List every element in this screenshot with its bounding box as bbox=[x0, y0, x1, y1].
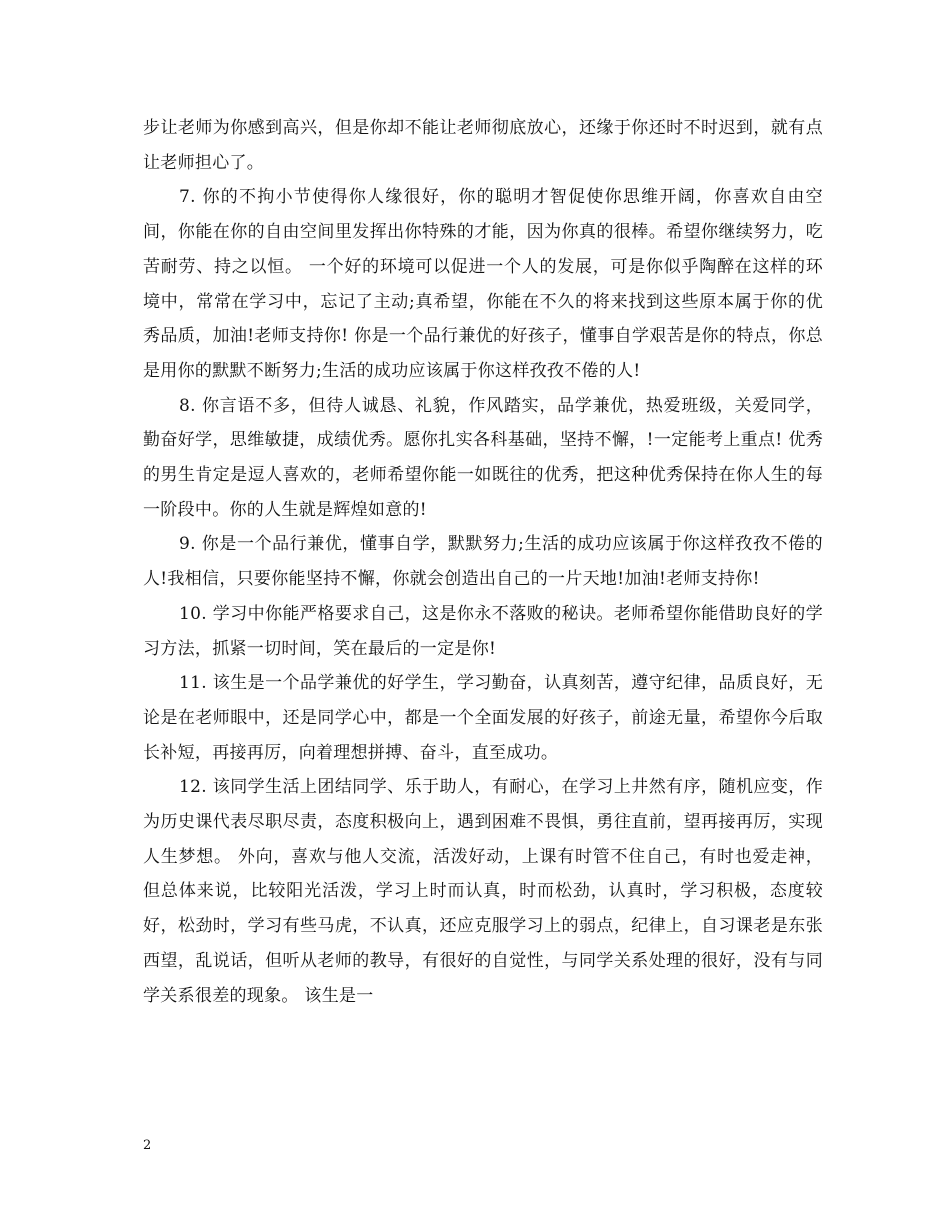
paragraph-continuation: 步让老师为你感到高兴，但是你却不能让老师彻底放心，还缘于你还时不时迟到，就有点让老师担心了。 bbox=[143, 118, 823, 173]
page-number: 2 bbox=[143, 1138, 152, 1153]
paragraph-item-8: 8. 你言语不多，但待人诚恳、礼貌，作风踏实，品学兼优，热爱班级，关爱同学，勤奋好学，思维敏捷，成绩优秀。愿你扎实各科基础，坚持不懈，!一定能考上重点! 优秀的男生肯定是逗人喜欢的，老师希望你能一如既往的优秀，把这种优秀保持在你人生的每一阶段中。你的人生就是辉煌如意的! bbox=[143, 395, 823, 520]
document-body bbox=[143, 111, 823, 1013]
paragraph-item-9: 9. 你是一个品行兼优，懂事自学，默默努力;生活的成功应该属于你这样孜孜不倦的人!我相信，只要你能坚持不懈，你就会创造出自己的一片天地!加油!老师支持你! bbox=[143, 534, 823, 590]
paragraph-item-10: 10. 学习中你能严格要求自己，这是你永不落败的秘诀。老师希望你能借助良好的学习方法，抓紧一切时间，笑在最后的一定是你! bbox=[143, 603, 823, 659]
paragraph-item-11: 11. 该生是一个品学兼优的好学生，学习勤奋，认真刻苦，遵守纪律，品质良好，无论是在老师眼中，还是同学心中，都是一个全面发展的好孩子，前途无量，希望你今后取长补短，再接再厉，向着理想拼搏、奋斗，直至成功。 bbox=[143, 673, 823, 763]
paragraph-item-12: 12. 该同学生活上团结同学、乐于助人，有耐心，在学习上井然有序，随机应变，作为历史课代表尽职尽责，态度积极向上，遇到困难不畏惧，勇往直前，望再接再厉，实现人生梦想。 外向，喜欢与他人交流，活泼好动，上课有时管不住自己，有时也爱走神，但总体来说，比较阳光活泼，学习上时而认真，时而松劲，认真时，学习积极，态度较好，松劲时，学习有些马虎，不认真，还应克服学习上的弱点，纪律上，自习课老是东张西望，乱说话，但听从老师的教导，有很好的自觉性，与同学关系处理的很好，没有与同学关系很差的现象。 该生是一 bbox=[143, 777, 823, 1006]
paragraph-item-7: 7. 你的不拘小节使得你人缘很好，你的聪明才智促使你思维开阔，你喜欢自由空间，你能在你的自由空间里发挥出你特殊的才能，因为你真的很棒。希望你继续努力，吃苦耐劳、持之以恒。 一个好的环境可以促进一个人的发展，可是你似乎陶醉在这样的环境中，常常在学习中，忘记了主动;真希望，你能在不久的将来找到这些原本属于你的优秀品质，加油!老师支持你! 你是一个品行兼优的好孩子，懂事自学艰苦是你的特点，你总是用你的默默不断努力;生活的成功应该属于你这样孜孜不倦的人! bbox=[143, 187, 823, 381]
